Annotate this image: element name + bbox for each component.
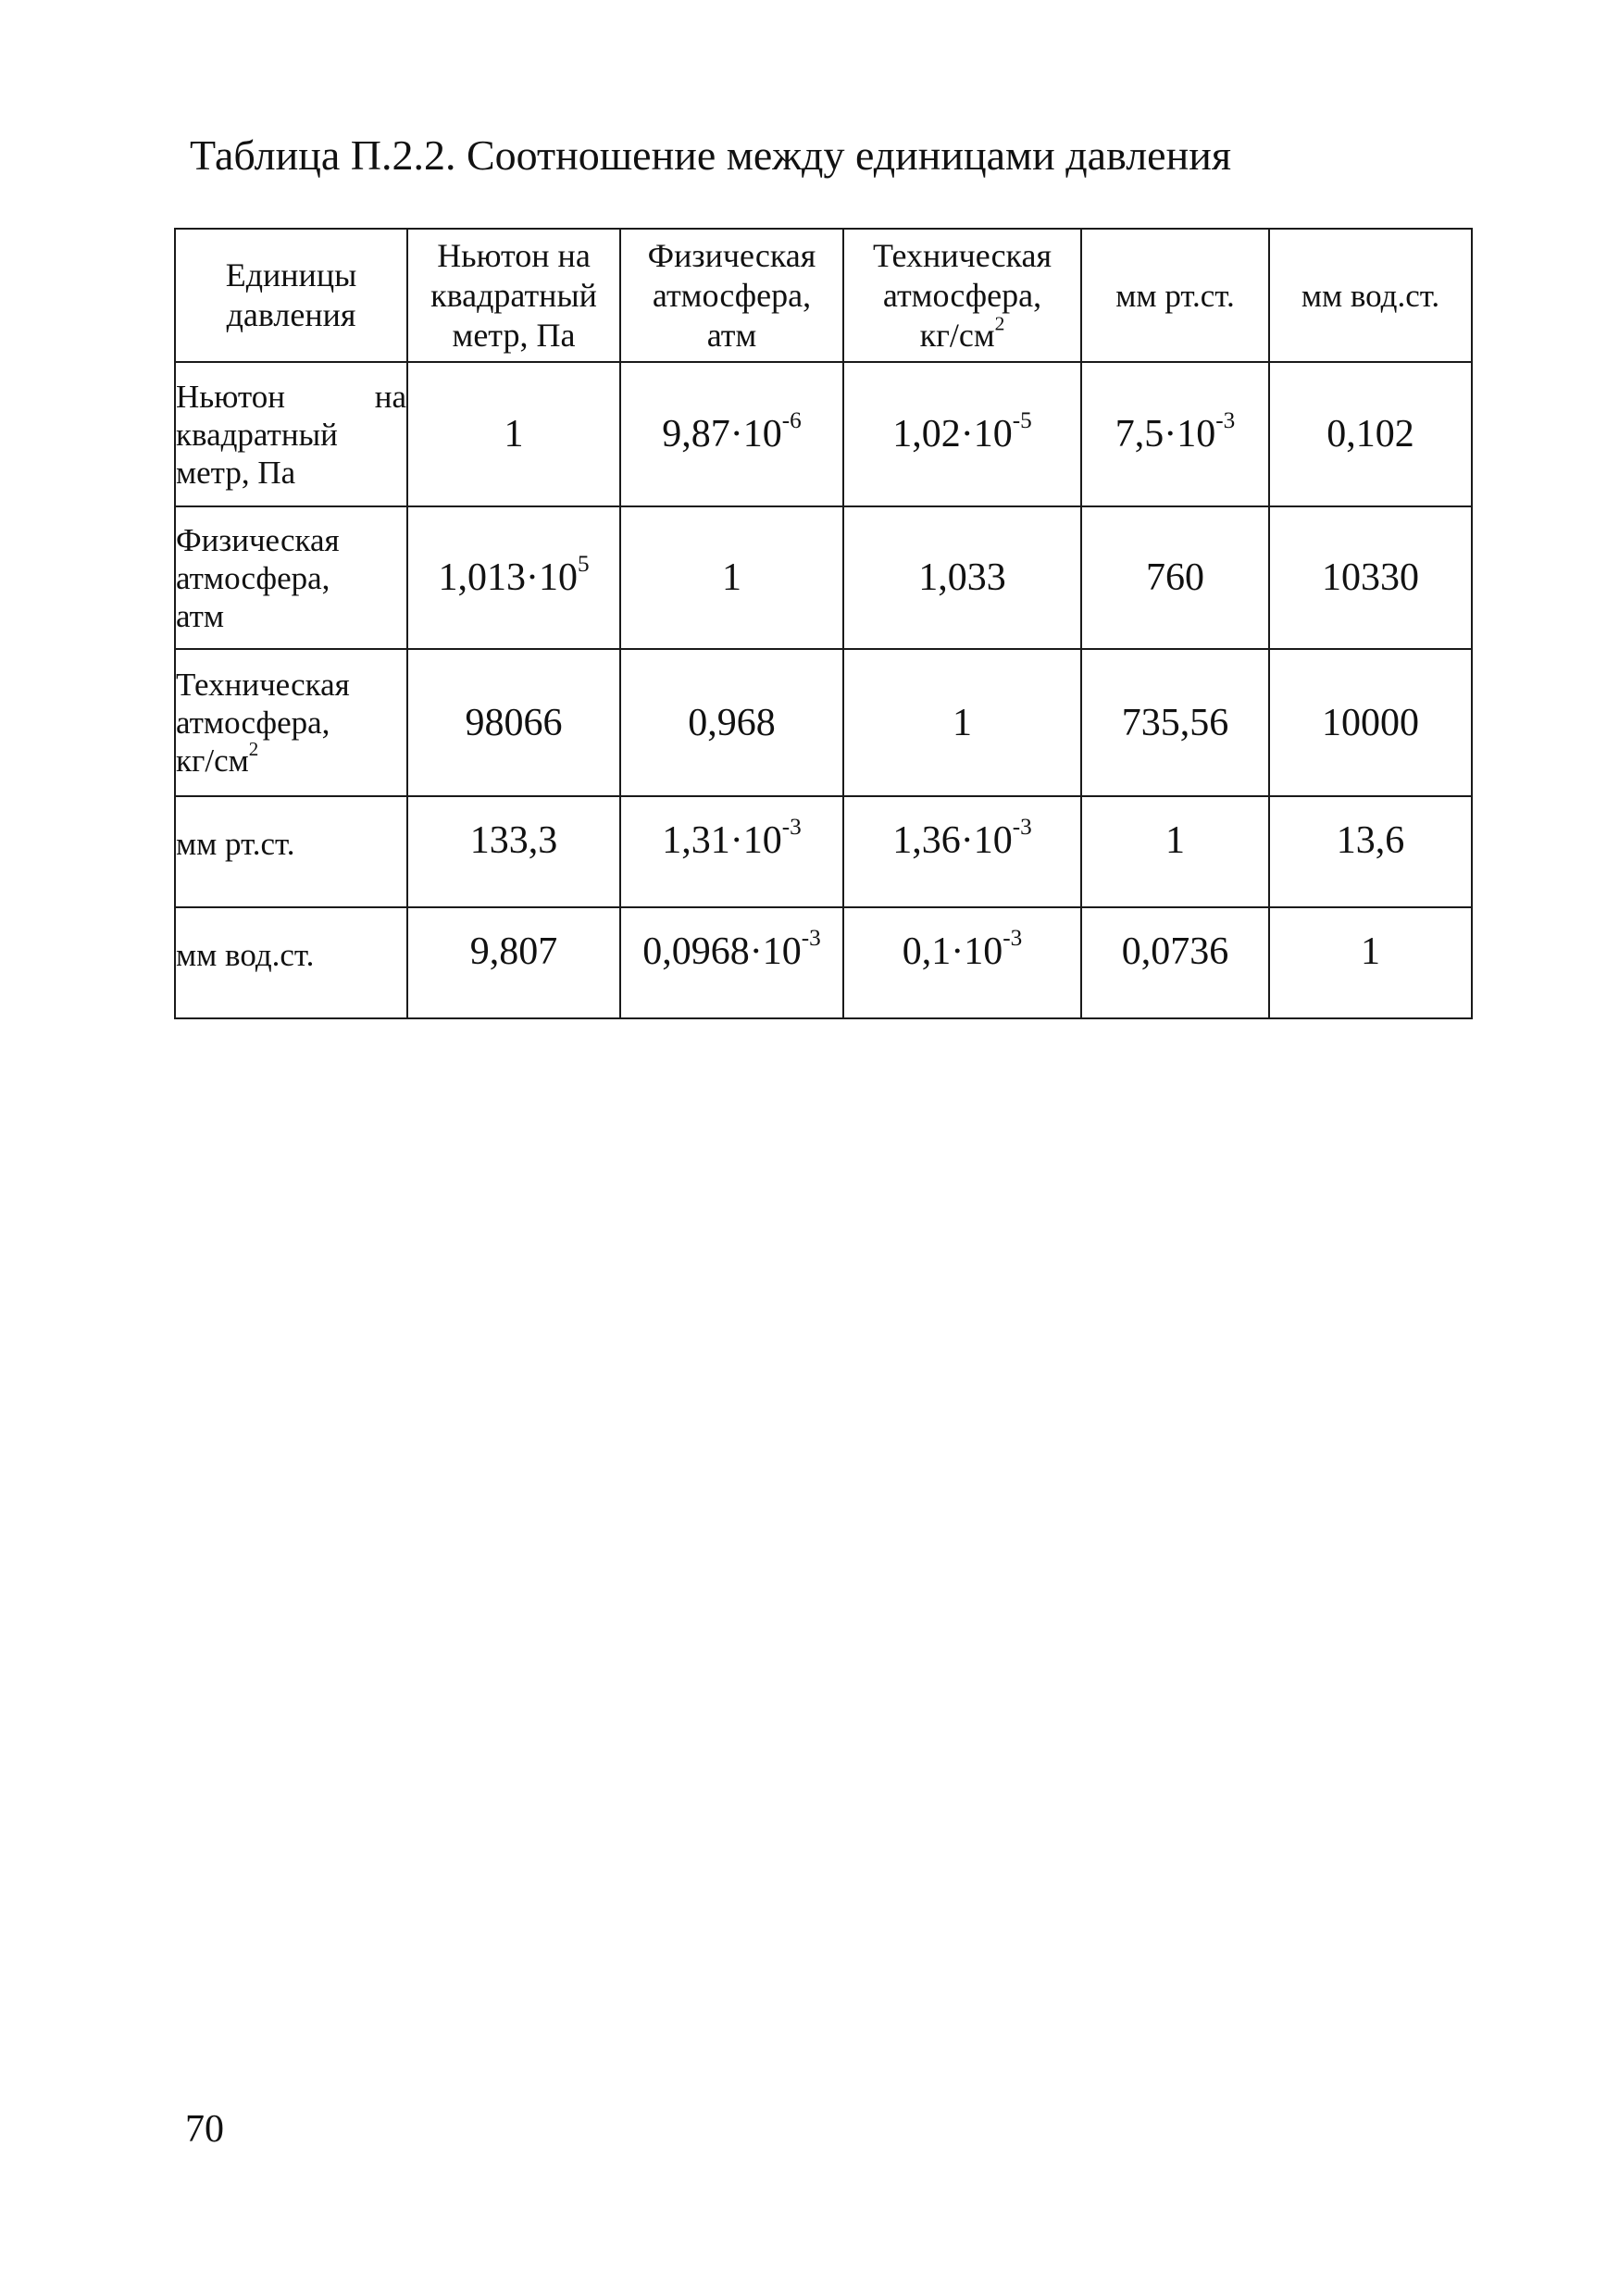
table-cell: 9,807: [407, 907, 620, 1018]
header-mmhg: мм рт.ст.: [1081, 229, 1269, 362]
table-cell: 1: [1081, 796, 1269, 907]
table-cell: 1: [407, 362, 620, 506]
table-cell: 0,968: [620, 649, 843, 796]
header-physical-atm: Физическая атмосфера, атм: [620, 229, 843, 362]
table-cell: 10330: [1269, 506, 1472, 649]
page-number: 70: [185, 2108, 224, 2151]
table-cell: 10000: [1269, 649, 1472, 796]
table-cell: 1: [843, 649, 1081, 796]
table-caption: Таблица П.2.2. Соотношение между единицами давления: [190, 131, 1231, 179]
table-cell: 1: [620, 506, 843, 649]
table-cell: $9,87\cdot 10^{-6}$: [620, 362, 843, 506]
table-cell: 13,6: [1269, 796, 1472, 907]
table-row: [175, 362, 1472, 506]
header-units: Единицы давления: [175, 229, 407, 362]
row-label-technical-atm: Техническая атмосфера, $кг/см^2$: [175, 649, 407, 796]
table-cell: $1,013\cdot 10^5$: [407, 506, 620, 649]
table-cell: 133,3: [407, 796, 620, 907]
table-cell: $1,31\cdot 10^{-3}$: [620, 796, 843, 907]
table-cell: 0,0736: [1081, 907, 1269, 1018]
table-row: [175, 649, 1472, 796]
row-label-mmhg: мм рт.ст.: [175, 796, 407, 907]
table-cell: 1: [1269, 907, 1472, 1018]
table-cell: $0,1\cdot 10^{-3}$: [843, 907, 1081, 1018]
header-mmh2o: мм вод.ст.: [1269, 229, 1472, 362]
header-pascal: Ньютон на квадратный метр, Па: [407, 229, 620, 362]
row-label-pascal: Ньютон на квадратный метр, Па: [175, 362, 407, 506]
table-cell: 760: [1081, 506, 1269, 649]
row-label-mmh2o: мм вод.ст.: [175, 907, 407, 1018]
table-row: [175, 907, 1472, 1018]
table-row: [175, 506, 1472, 649]
table-cell: $1,36\cdot 10^{-3}$: [843, 796, 1081, 907]
table-cell: 735,56: [1081, 649, 1269, 796]
row-label-physical-atm: Физическая атмосфера, атм: [175, 506, 407, 649]
pressure-units-table: [174, 228, 1473, 1019]
table-row: [175, 796, 1472, 907]
table-header-row: [175, 229, 1472, 362]
header-technical-atm: Техническая атмосфера, $кг/см^2$: [843, 229, 1081, 362]
table-cell: $7,5\cdot 10^{-3}$: [1081, 362, 1269, 506]
table-cell: 0,102: [1269, 362, 1472, 506]
table-cell: 1,033: [843, 506, 1081, 649]
table-cell: $0,0968\cdot 10^{-3}$: [620, 907, 843, 1018]
table-cell: 98066: [407, 649, 620, 796]
table-cell: $1,02\cdot 10^{-5}$: [843, 362, 1081, 506]
